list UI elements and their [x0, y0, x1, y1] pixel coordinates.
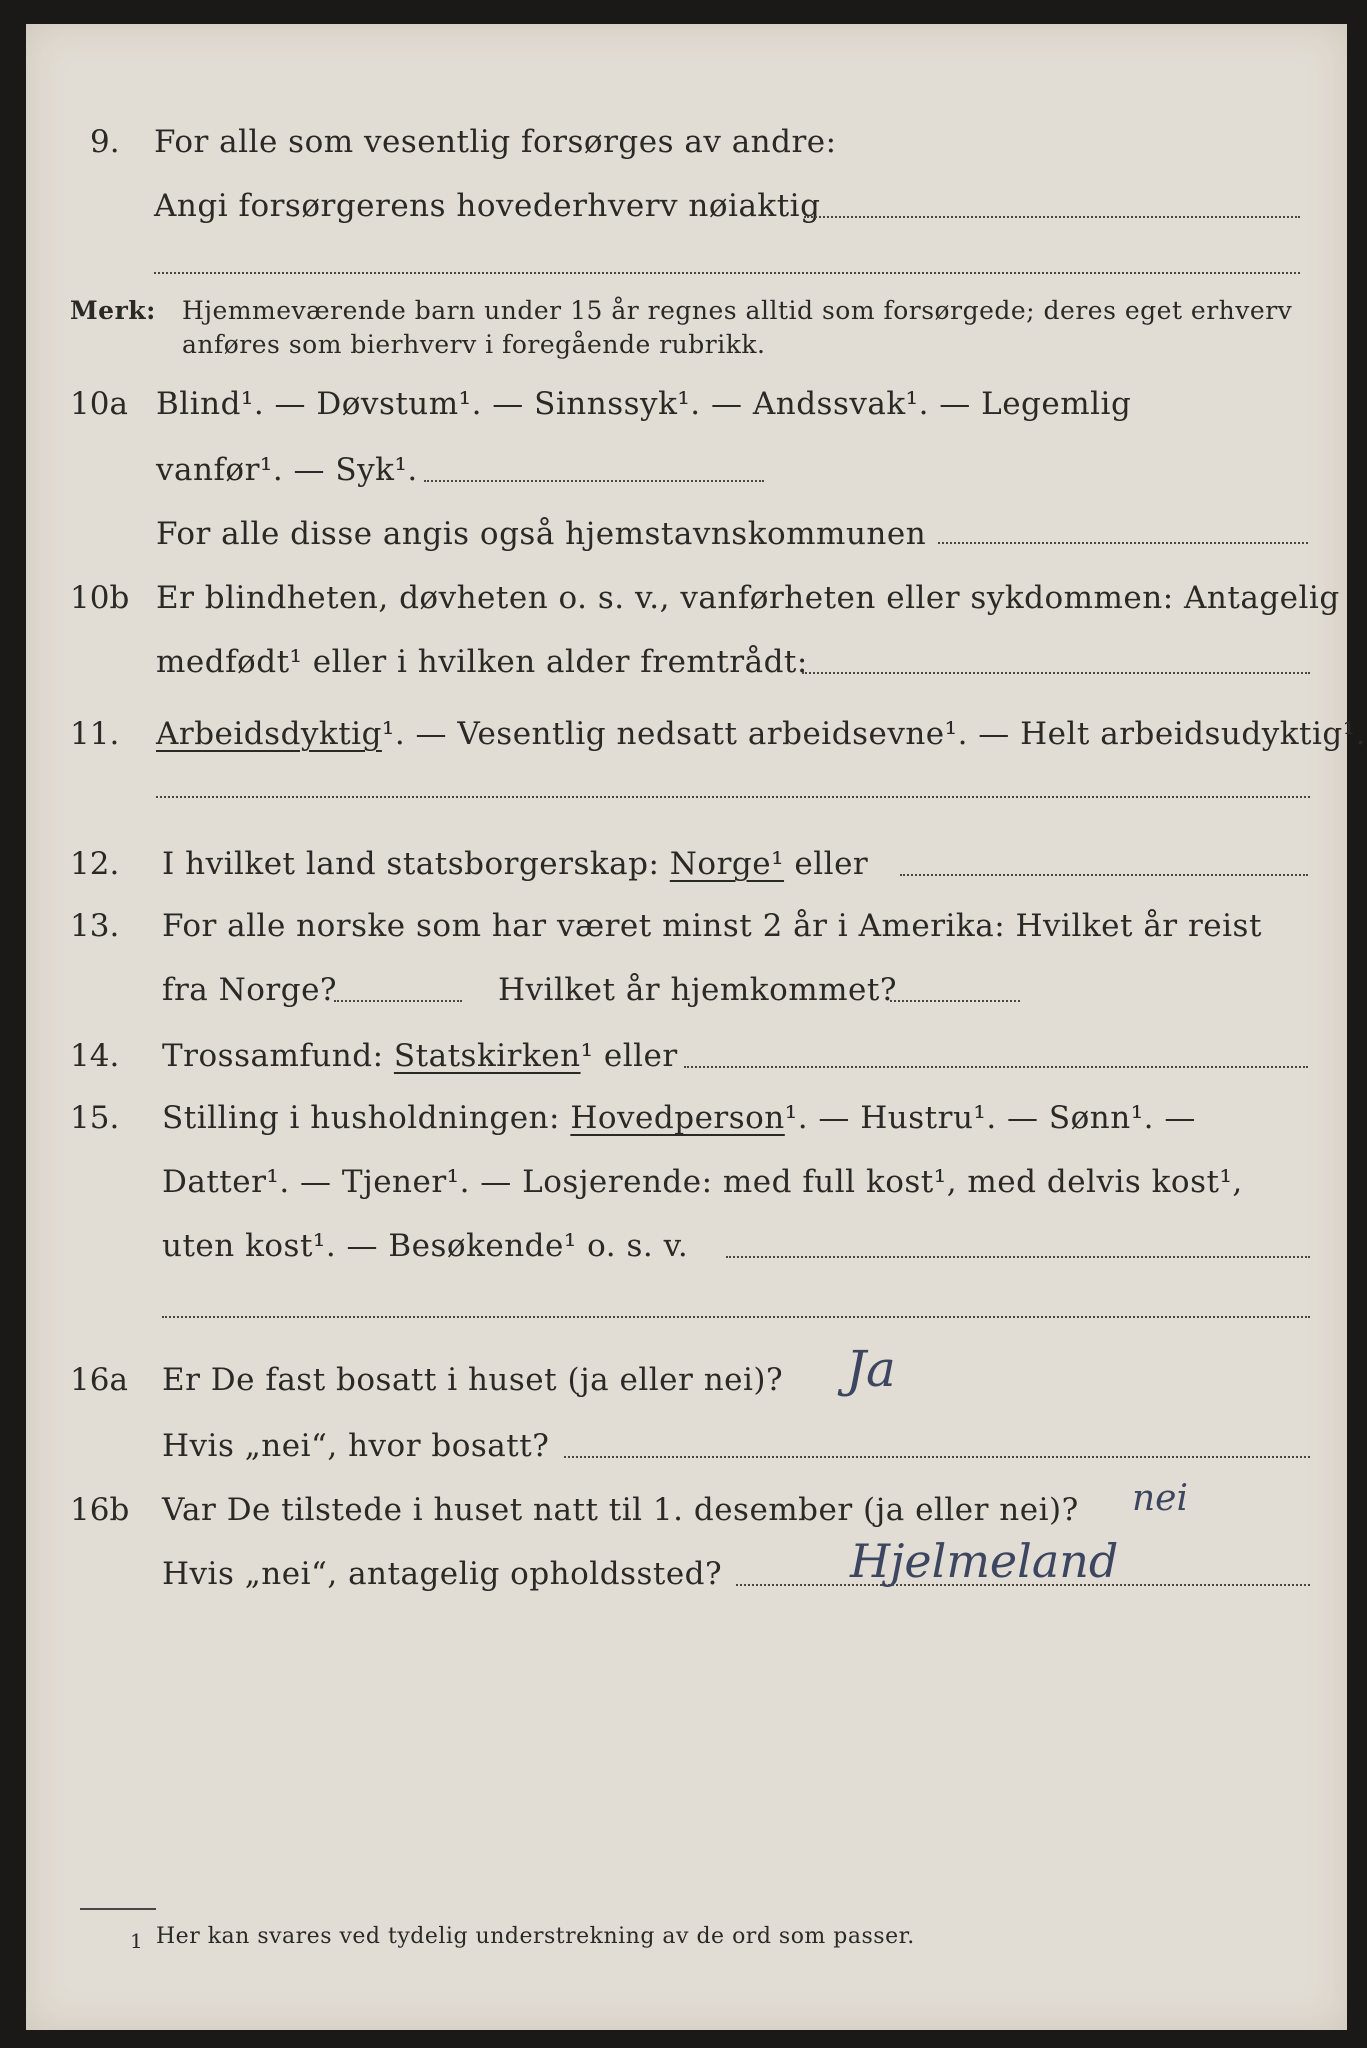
q16a-number: 16a: [70, 1362, 128, 1398]
q16a-line2: Hvis „nei“, hvor bosatt?: [162, 1428, 550, 1464]
q14-option-statskirken[interactable]: Statskirken: [393, 1038, 581, 1074]
q10a-line3: For alle disse angis også hjemstavnskommunen: [156, 516, 927, 552]
q14-line: [162, 1038, 678, 1074]
q15-answer-line[interactable]: [726, 1256, 1310, 1258]
q13-line1: For alle norske som har været minst 2 år i Amerika: Hvilket år reist: [162, 908, 1262, 944]
merk-line1: Hjemmeværende barn under 15 år regnes alltid som forsørgede; deres eget erhverv: [182, 296, 1293, 325]
q12-pre: I hvilket land statsborgerskap:: [162, 846, 660, 882]
q12-line: [162, 846, 868, 882]
q14-post: ¹ eller: [580, 1038, 678, 1074]
q10b-answer-line[interactable]: [802, 672, 1310, 674]
q11-option-arbeidsdyktig[interactable]: Arbeidsdyktig: [156, 716, 382, 752]
q9-answer-line[interactable]: [804, 216, 1300, 218]
q12-option-norge[interactable]: Norge¹: [669, 846, 785, 882]
q11-answer-line[interactable]: [156, 796, 1310, 798]
merk-label: Merk:: [70, 296, 156, 325]
footnote-mark: 1: [130, 1929, 144, 1953]
q16b-line2: Hvis „nei“, antagelig opholdssted?: [162, 1556, 723, 1592]
q15-number: 15.: [70, 1100, 120, 1136]
q12-post: eller: [794, 846, 869, 882]
q13-hjemkommet-line[interactable]: [890, 1000, 1020, 1002]
q10a-line1: Blind¹. — Døvstum¹. — Sinnssyk¹. — Andssvak¹. — Legemlig: [156, 386, 1132, 422]
q15-line1-pre: Stilling i husholdningen:: [162, 1100, 560, 1136]
q10b-line2: medfødt¹ eller i hvilken alder fremtrådt:: [156, 644, 808, 680]
q10a-number: 10a: [70, 386, 128, 422]
q10b-line1: Er blindheten, døvheten o. s. v., vanførheten eller sykdommen: Antagelig: [156, 580, 1340, 616]
q9-answer-line-2[interactable]: [154, 272, 1300, 274]
q15-answer-line-2[interactable]: [162, 1316, 1310, 1318]
q12-answer-line[interactable]: [900, 874, 1308, 876]
q10b-number: 10b: [70, 580, 130, 616]
q16b-line1: Var De tilstede i huset natt til 1. desember (ja eller nei)?: [162, 1492, 1079, 1528]
q10a-answer-line[interactable]: [424, 480, 764, 482]
merk-line2: anføres som bierhverv i foregående rubrikk.: [182, 330, 766, 359]
footnote-text: Her kan svares ved tydelig understrekning av de ord som passer.: [156, 1924, 915, 1949]
q9-line1: For alle som vesentlig forsørges av andre:: [154, 124, 837, 160]
q9-line2: Angi forsørgerens hovederhverv nøiaktig: [154, 188, 821, 224]
q13-line2b: Hvilket år hjemkommet?: [498, 972, 897, 1008]
q14-answer-line[interactable]: [684, 1066, 1308, 1068]
q14-number: 14.: [70, 1038, 120, 1074]
q14-pre: Trossamfund:: [162, 1038, 384, 1074]
q16b-answer-handwritten: nei: [1132, 1478, 1189, 1519]
q11-number: 11.: [70, 716, 120, 752]
q10a-line2: vanfør¹. — Syk¹.: [156, 452, 418, 488]
footnote-rule: [80, 1908, 156, 1910]
q13-reist-line[interactable]: [334, 1000, 462, 1002]
q15-line3: uten kost¹. — Besøkende¹ o. s. v.: [162, 1228, 689, 1264]
q16a-answer-line[interactable]: [564, 1456, 1310, 1458]
q11-rest: ¹. — Vesentlig nedsatt arbeidsevne¹. — Helt arbeidsudyktig¹.: [381, 716, 1367, 752]
q13-number: 13.: [70, 908, 120, 944]
q15-line1: [162, 1100, 1196, 1136]
q11-line: [156, 716, 1366, 752]
q15-line2: Datter¹. — Tjener¹. — Losjerende: med full kost¹, med delvis kost¹,: [162, 1164, 1243, 1200]
census-form-page: [26, 24, 1367, 2030]
q16b-number: 16b: [70, 1492, 130, 1528]
q16a-line1: Er De fast bosatt i huset (ja eller nei)?: [162, 1362, 784, 1398]
q13-line2a: fra Norge?: [162, 972, 338, 1008]
q15-option-hovedperson[interactable]: Hovedperson: [570, 1100, 785, 1136]
q9-number: 9.: [90, 124, 120, 160]
q16b-opholdssted-handwritten: Hjelmeland: [850, 1534, 1119, 1588]
q15-line1-post: ¹. — Hustru¹. — Sønn¹. —: [784, 1100, 1196, 1136]
q10a-hjemstavn-line[interactable]: [938, 542, 1308, 544]
q12-number: 12.: [70, 846, 120, 882]
q16a-answer-handwritten: Ja: [846, 1340, 896, 1398]
